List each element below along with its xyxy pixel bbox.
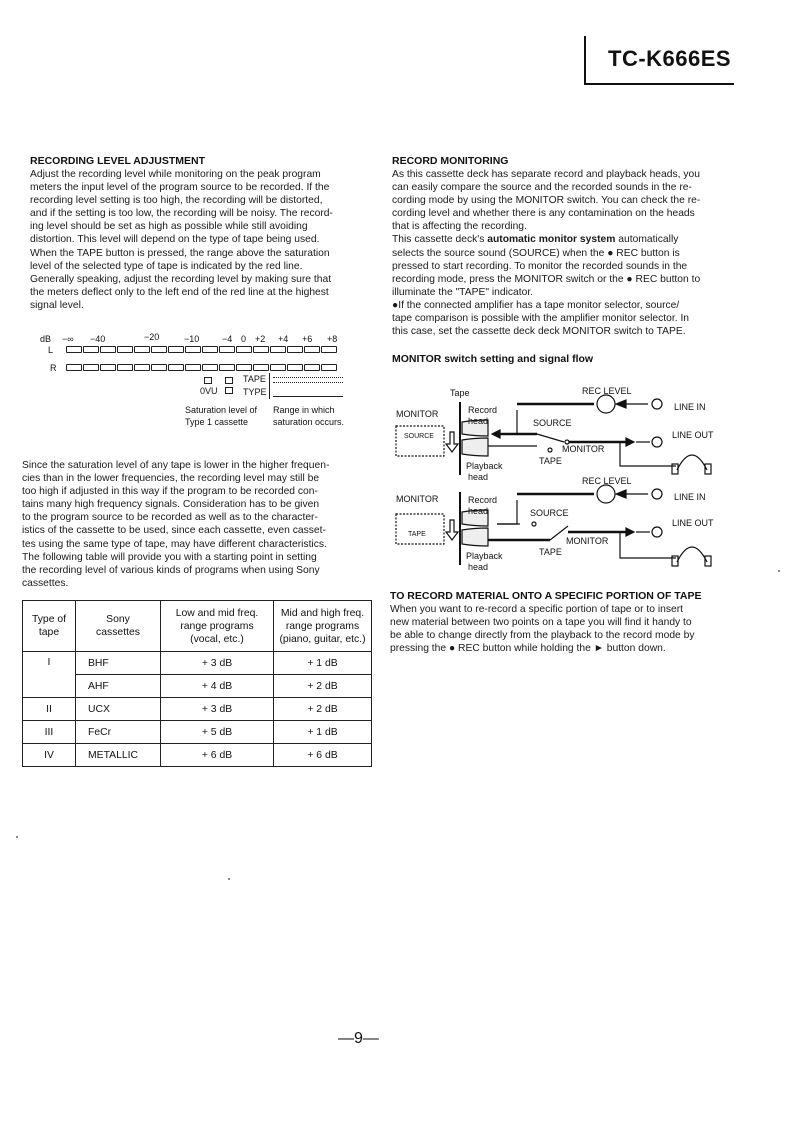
label-playback-head-2: head: [468, 472, 489, 482]
table-row: [23, 652, 372, 675]
indicator-arrow: [446, 520, 458, 540]
text-line: istics of the cassette to be used, since each cassette, even casset-: [22, 525, 326, 537]
cell-low: + 6 dB: [161, 744, 274, 767]
arrow-icon: [616, 490, 626, 498]
scan-speck: [778, 570, 780, 572]
label-monitor-switch: MONITOR: [562, 444, 605, 454]
arrow-icon: [626, 438, 634, 446]
text-line: new material between two points on a tape you will find it handy to: [390, 617, 692, 629]
indicator-arrow: [446, 432, 458, 452]
header-cassettes: Sony cassettes: [76, 601, 161, 652]
cell-cassette: AHF: [76, 675, 161, 698]
saturation-range-bar: [273, 377, 343, 383]
indicator-tape-label: TAPE: [408, 531, 426, 538]
text-line: that is affecting the recording.: [392, 221, 527, 233]
arrow-icon: [626, 528, 634, 536]
line-out-jack: [652, 437, 662, 447]
text-line: the recording level of various kinds of programs when using Sony: [22, 564, 320, 576]
text-line: the meters deflect only to the left end of the red line at the highest: [30, 286, 329, 298]
label-line-in: LINE IN: [674, 492, 706, 502]
label-tape-contact: TAPE: [539, 456, 562, 466]
meter-scale-tick: −20: [144, 332, 160, 342]
header-rule-horizontal: [584, 83, 734, 85]
meter-scale-tick: 0: [241, 334, 247, 344]
text-line: can easily compare the source and the recorded sounds in the re-: [392, 182, 692, 194]
cell-low: + 3 dB: [161, 698, 274, 721]
label-line-out: LINE OUT: [672, 430, 714, 440]
headphone-icon: [677, 455, 707, 470]
meter-scale-tick: −40: [90, 334, 106, 344]
arrow-icon: [492, 430, 500, 438]
label-record-head-2: head: [468, 416, 489, 426]
header-type: Type of tape: [23, 601, 76, 652]
meter-tape-label: TAPE: [243, 374, 266, 384]
label-playback-head-2: head: [468, 562, 489, 572]
header-mid-high: Mid and high freq. range programs (piano, guitar, etc.): [274, 601, 372, 652]
table-row: [23, 721, 372, 744]
cell-low: + 3 dB: [161, 652, 274, 675]
cell-high: + 6 dB: [274, 744, 372, 767]
text-line: Generally speaking, adjust the recording level by making sure that: [30, 273, 332, 285]
arrow-icon: [616, 400, 626, 408]
text-line: Adjust the recording level while monitoring on the peak program: [30, 169, 321, 180]
scan-speck: [228, 878, 230, 880]
table-row: [23, 675, 372, 698]
text-line: this case, set the cassette deck deck MONITOR switch to TAPE.: [392, 326, 686, 338]
text-line: cording level and whether there is any contamination on the heads: [392, 208, 695, 220]
text-line: tes using the same type of tape, may have different characteristics.: [22, 538, 327, 550]
range-underline: [273, 396, 343, 397]
cell-cassette: METALLIC: [76, 744, 161, 767]
cell-high: + 1 dB: [274, 721, 372, 744]
text-line: cording mode by using the MONITOR switch. You can check the re-: [392, 195, 701, 207]
headphone-wire: [620, 532, 676, 558]
cell-low: + 5 dB: [161, 721, 274, 744]
specific-portion-heading: TO RECORD MATERIAL ONTO A SPECIFIC PORTION OF TAPE: [390, 590, 702, 602]
line-in-jack: [652, 399, 662, 409]
text-line: cassettes.: [22, 577, 69, 589]
text-line: recording mode, press the MONITOR switch or the ● REC button to: [392, 273, 701, 285]
meter-0vu-label: 0VU: [200, 386, 218, 396]
table-header-row: [23, 601, 372, 652]
switch-contact: [548, 448, 552, 452]
text-line: distortion. This level will depend on the type of tape being used.: [30, 234, 320, 246]
indicator-square: [225, 387, 233, 394]
text-line: cies than in the lower frequencies, the recording level may still be: [22, 473, 320, 485]
specific-portion-text: [390, 603, 735, 655]
table-row: [23, 698, 372, 721]
caption-saturation-line2: Type 1 cassette: [185, 417, 249, 427]
cell-cassette: UCX: [76, 698, 161, 721]
text-line: When you want to re-record a specific portion of tape or to insert: [390, 604, 684, 615]
label-source: SOURCE: [530, 508, 569, 518]
monitor-indicator: [396, 514, 444, 544]
text-line: recording level setting is too high, the recording will be distorted,: [30, 195, 323, 207]
cell-type: II: [23, 698, 76, 721]
saturation-text: [22, 459, 372, 590]
monitor-switch-lever: [537, 434, 564, 442]
text-line: level of the selected type of tape is indicated by the red line.: [30, 260, 303, 272]
label-tape-contact: TAPE: [539, 547, 562, 557]
cell-type: IV: [23, 744, 76, 767]
label-record-head-2: head: [468, 506, 489, 516]
scan-speck: [16, 836, 18, 838]
record-monitoring-heading: RECORD MONITORING: [392, 155, 509, 167]
recording-level-text: [30, 168, 370, 312]
line-in-jack: [652, 489, 662, 499]
cell-type: I: [23, 652, 76, 698]
label-monitor: MONITOR: [396, 409, 439, 419]
playback-head-symbol: [462, 438, 488, 456]
meter-scale-tick: +8: [327, 334, 338, 344]
cell-high: + 1 dB: [274, 652, 372, 675]
meter-type-label: TYPE: [243, 387, 267, 397]
switch-contact: [532, 522, 536, 526]
recording-level-heading: RECORDING LEVEL ADJUSTMENT: [30, 155, 206, 167]
label-record-head-1: Record: [468, 405, 498, 415]
header-low-mid: Low and mid freq. range programs (vocal, etc.): [161, 601, 274, 652]
playback-head-symbol: [462, 528, 488, 546]
meter-bar-left: [66, 346, 346, 354]
meter-scale-tick: +2: [255, 334, 266, 344]
record-monitoring-text: [392, 168, 734, 338]
meter-channel-left: L: [48, 345, 54, 355]
text-line: As this cassette deck has separate record and playback heads, you: [392, 169, 700, 180]
red-line-marker: [269, 373, 270, 399]
model-title: TC-K666ES: [608, 46, 732, 71]
meter-bar-right: [66, 364, 346, 372]
text-line: too high if adjusted in this way if the program to be recorded con-: [22, 486, 318, 498]
monitor-indicator: [396, 426, 444, 456]
text-line: pressing the ● REC button while holding the ► button down.: [390, 643, 666, 655]
label-monitor-switch: MONITOR: [566, 536, 609, 546]
caption-saturation-line1: Saturation level of: [185, 405, 258, 415]
text-line: This cassette deck's automatic monitor system automatically: [392, 234, 679, 246]
text-line: pressed to start recording. To monitor the recorded sounds in the: [392, 260, 688, 272]
text-line: tape comparison is possible with the amplifier monitor selector. In: [392, 313, 690, 325]
text-line: When the TAPE button is pressed, the range above the saturation: [30, 247, 330, 259]
text-line: meters the input level of the program source to be recorded. If the: [30, 182, 330, 194]
meter-scale-tick: −4: [222, 334, 233, 344]
cell-type: III: [23, 721, 76, 744]
text-line: ●If the connected amplifier has a tape monitor selector, source/: [392, 299, 680, 311]
rec-level-knob: [597, 395, 615, 413]
text-line: signal level.: [30, 299, 84, 311]
label-record-head-1: Record: [468, 495, 498, 505]
page-number: —9—: [338, 1030, 379, 1047]
meter-channel-right: R: [50, 363, 57, 373]
header-rule-vertical: [584, 36, 586, 84]
label-playback-head-1: Playback: [466, 551, 503, 561]
meter-scale-tick: +6: [302, 334, 313, 344]
indicator-square: [225, 377, 233, 384]
meter-scale-tick: −∞: [62, 334, 74, 344]
text-line: to the program source to be recorded as well as to the character-: [22, 512, 318, 524]
label-rec-level: REC LEVEL: [582, 386, 632, 396]
indicator-square: [204, 377, 212, 384]
cell-high: + 2 dB: [274, 698, 372, 721]
cell-high: + 2 dB: [274, 675, 372, 698]
caption-range-line2: saturation occurs.: [273, 417, 345, 427]
text-line: Since the saturation level of any tape is lower in the higher frequen-: [22, 460, 330, 471]
meter-db-label: dB: [40, 334, 52, 344]
label-line-out: LINE OUT: [672, 518, 714, 528]
text-line: ing level should be set as high as possible while still avoiding: [30, 221, 308, 233]
record-head-wire: [497, 500, 517, 524]
meter-scale-tick: −10: [184, 334, 200, 344]
headphone-icon: [677, 547, 707, 562]
indicator-source-label: SOURCE: [404, 433, 434, 440]
text-line: illuminate the "TAPE" indicator.: [392, 286, 534, 298]
text-line: be able to change directly from the playback to the record mode by: [390, 630, 695, 642]
monitor-flow-heading: MONITOR switch setting and signal flow: [392, 353, 594, 365]
table-row: [23, 744, 372, 767]
label-rec-level: REC LEVEL: [582, 476, 632, 486]
meter-scale-tick: +4: [278, 334, 289, 344]
text-line: selects the source sound (SOURCE) when the ● REC button is: [392, 247, 680, 259]
text-line: and if the setting is too low, the recording will be noisy. The record-: [30, 208, 333, 220]
label-monitor: MONITOR: [396, 494, 439, 504]
caption-range-line1: Range in which: [273, 405, 335, 415]
label-line-in: LINE IN: [674, 402, 706, 412]
label-source: SOURCE: [533, 418, 572, 428]
cell-cassette: FeCr: [76, 721, 161, 744]
signal-flow-diagram: [392, 380, 732, 580]
rec-level-knob: [597, 485, 615, 503]
line-out-jack: [652, 527, 662, 537]
label-playback-head-1: Playback: [466, 461, 503, 471]
headphone-wire: [620, 442, 676, 466]
text-line: tains many high frequency signals. Consideration has to be given: [22, 499, 320, 511]
label-tape: Tape: [450, 388, 470, 398]
cell-low: + 4 dB: [161, 675, 274, 698]
level-meter-figure: [40, 330, 370, 430]
recording-level-table: [22, 600, 372, 767]
text-line: The following table will provide you with a starting point in setting: [22, 551, 317, 563]
cell-cassette: BHF: [76, 652, 161, 675]
